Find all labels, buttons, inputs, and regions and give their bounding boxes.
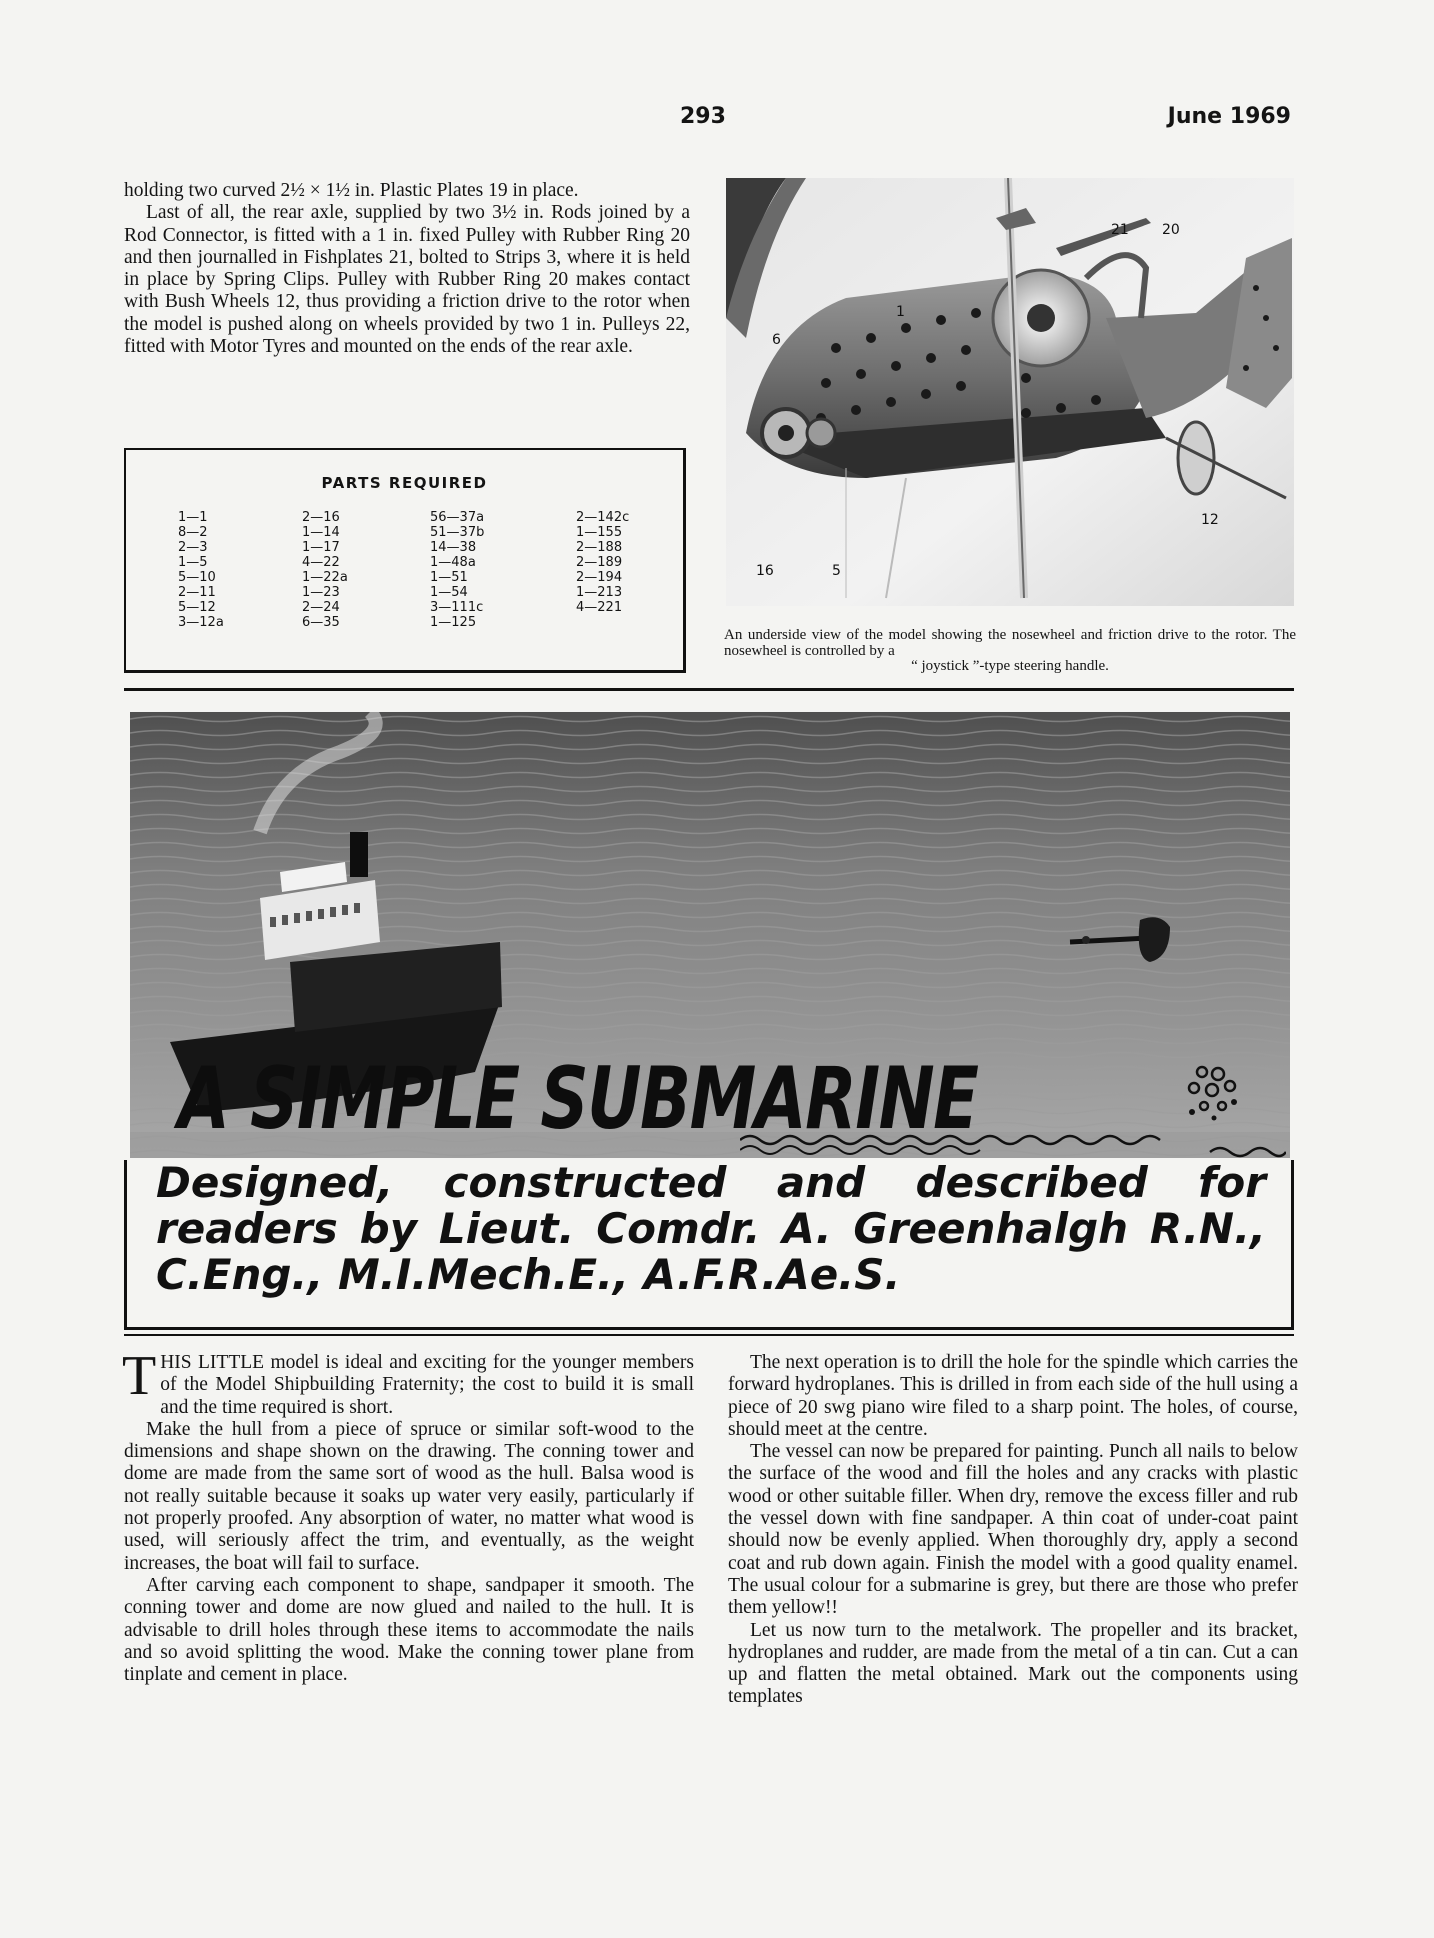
part-entry: 4—22 xyxy=(302,555,340,570)
parts-column-2 xyxy=(302,510,348,630)
article-column-2 xyxy=(728,1352,1298,1709)
part-entry: 2—24 xyxy=(302,600,340,615)
photo-label-6: 6 xyxy=(772,332,781,348)
drop-cap: T xyxy=(122,1345,157,1407)
part-entry: 1—54 xyxy=(430,585,468,600)
part-entry: 2—142c xyxy=(576,510,630,525)
article-paragraph: Make the hull from a piece of spruce or similar soft-wood to the dimensions and shape shown on the drawing. The conning tower and dome are made from the same sort of wood as the hull. Balsa wood is not really suitable because it soaks up water very easily, particularly if not properly proofed. Any absorption of water, no matter what wood is used, will seriously affect the trim, and eventually, as the weight increases, the boat will fail to surface. xyxy=(124,1418,694,1574)
part-entry: 1—155 xyxy=(576,525,623,540)
part-entry: 56—37a xyxy=(430,510,485,525)
article-column-1 xyxy=(122,1345,694,1686)
part-entry: 1—17 xyxy=(302,540,340,555)
part-entry: 2—16 xyxy=(302,510,340,525)
parts-required-box xyxy=(124,448,686,673)
page-number: 293 xyxy=(680,104,726,129)
article-paragraph: After carving each component to shape, sandpaper it smooth. The conning tower and dome are now glued and nailed to the hull. It is advisable to drill holes through these items to accommodate the nails and so avoid splitting the wood. Make the conning tower plane from tinplate and cement in place. xyxy=(124,1574,694,1686)
part-entry: 14—38 xyxy=(430,540,477,555)
part-entry: 3—12a xyxy=(178,615,224,630)
part-entry: 1—213 xyxy=(576,585,623,600)
part-entry: 1—14 xyxy=(302,525,340,540)
part-entry: 4—221 xyxy=(576,600,623,615)
photo-label-21: 21 xyxy=(1111,222,1129,238)
article-paragraph: Let us now turn to the metalwork. The propeller and its bracket, hydroplanes and rudder, are made from the metal of a tin can. Cut a can up and flatten the metal obtained. Mark out the components using templates xyxy=(728,1619,1298,1708)
photo-label-20: 20 xyxy=(1162,222,1180,238)
bubbles-icon xyxy=(1182,1062,1254,1122)
issue-date: June 1969 xyxy=(1167,104,1291,129)
parts-column-1 xyxy=(178,510,224,630)
part-entry: 1—5 xyxy=(178,555,208,570)
part-entry: 2—3 xyxy=(178,540,208,555)
parts-column-4 xyxy=(576,510,629,615)
part-entry: 2—11 xyxy=(178,585,216,600)
intro-text xyxy=(124,180,690,358)
part-entry: 1—48a xyxy=(430,555,476,570)
part-entry: 2—194 xyxy=(576,570,623,585)
photo-caption xyxy=(724,628,1296,675)
part-entry: 1—51 xyxy=(430,570,468,585)
article-paragraph: The vessel can now be prepared for painting. Punch all nails to below the surface of the wood and fill the holes and any cracks with plastic wood or other suitable filler. When dry, remove the excess filler and rub the vessel down with fine sandpaper. A thin coat of under-coat paint should now be evenly applied. When thoroughly dry, apply a second coat and rub down again. Finish the model with a good quality enamel. The usual colour for a submarine is grey, but there are those who prefer them yellow!! xyxy=(728,1441,1298,1619)
waves-decoration xyxy=(740,1128,1286,1158)
model-underside-photo xyxy=(726,178,1294,606)
part-entry: 1—22a xyxy=(302,570,348,585)
article-paragraph: HIS LITTLE model is ideal and exciting for the younger members of the Model Shipbuilding Fraternity; the cost to build it is small and the time required is short. xyxy=(160,1352,694,1418)
intro-paragraph-2: Last of all, the rear axle, supplied by two 3½ in. Rods joined by a Rod Connector, is fitted with a 1 in. fixed Pulley with Rubber Ring 20 and then journalled in Fishplates 21, bolted to Strips 3, where it is held in place by Spring Clips. Pulley with Rubber Ring 20 makes contact with Bush Wheels 12, thus providing a friction drive to the rotor when the model is pushed along on wheels provided by two 1 in. Pulleys 22, fitted with Motor Tyres and mounted on the ends of the rear axle. xyxy=(124,202,690,358)
article-paragraph: The next operation is to drill the hole for the spindle which carries the forward hydroplanes. This is drilled in from each side of the hull using a piece of 20 swg piano wire filed to a sharp point. The holes, of course, should meet at the centre. xyxy=(728,1352,1298,1440)
part-entry: 51—37b xyxy=(430,525,485,540)
caption-text: An underside view of the model showing the nosewheel and friction drive to the rotor. The nosewheel is controlled by a xyxy=(724,627,1296,659)
byline-rule xyxy=(124,1334,1294,1336)
photo-label-5: 5 xyxy=(832,563,841,579)
parts-column-3 xyxy=(430,510,484,630)
part-entry: 8—2 xyxy=(178,525,208,540)
photo-label-16: 16 xyxy=(756,563,774,579)
parts-title: PARTS REQUIRED xyxy=(321,474,488,492)
section-divider xyxy=(124,688,1294,691)
part-entry: 2—189 xyxy=(576,555,623,570)
article-byline: Designed, constructed and described for readers by Lieut. Comdr. A. Greenhalgh R.N., C.Eng., M.I.Mech.E., A.F.R.Ae.S. xyxy=(156,1158,1266,1299)
part-entry: 1—125 xyxy=(430,615,477,630)
caption-text-last-line: “ joystick ”-type steering handle. xyxy=(911,658,1109,674)
photo-label-1: 1 xyxy=(896,304,905,320)
part-entry: 1—1 xyxy=(178,510,208,525)
photo-label-12: 12 xyxy=(1201,512,1219,528)
part-entry: 6—35 xyxy=(302,615,340,630)
part-entry: 5—10 xyxy=(178,570,216,585)
part-entry: 3—111c xyxy=(430,600,484,615)
part-entry: 1—23 xyxy=(302,585,340,600)
part-entry: 5—12 xyxy=(178,600,216,615)
part-entry: 2—188 xyxy=(576,540,623,555)
article-headline: A SIMPLE SUBMARINE xyxy=(178,1049,978,1149)
intro-paragraph-1: holding two curved 2½ × 1½ in. Plastic Plates 19 in place. xyxy=(124,180,579,201)
